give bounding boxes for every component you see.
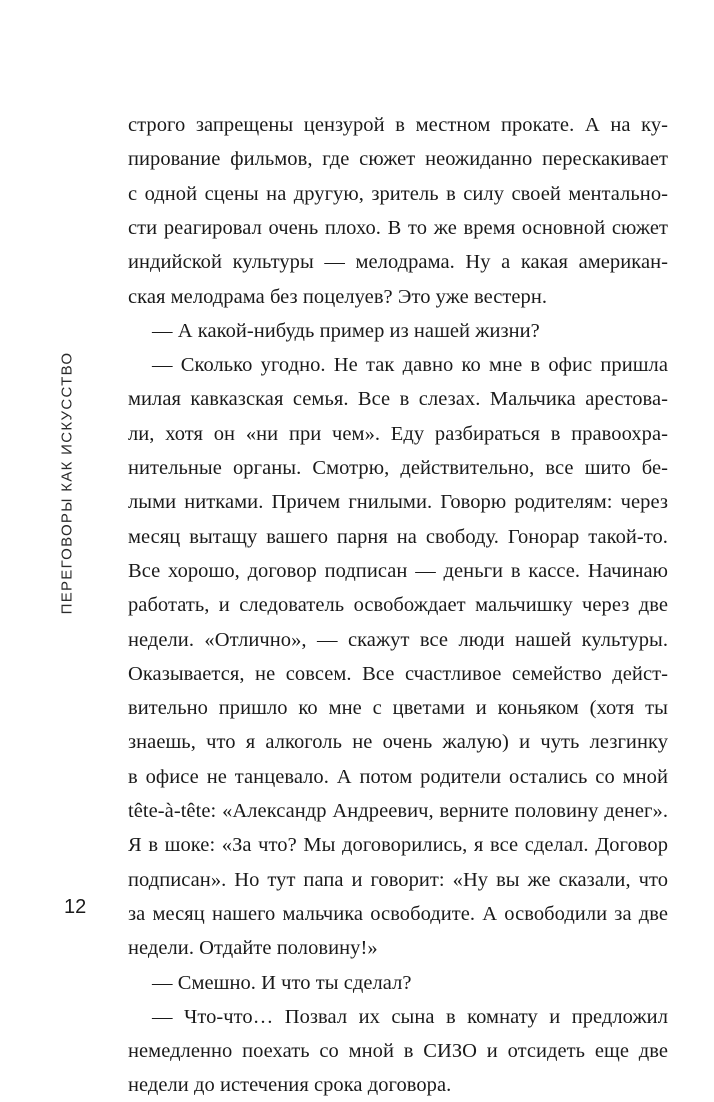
text-line: ская мелодрама без поцелуев? Это уже вестерн. [128, 285, 548, 308]
text-line: работать, и следователь освобождает мальчишку через две [128, 594, 668, 617]
text-line: милая кавказская семья. Все в слезах. Мальчика арестова- [128, 388, 668, 411]
text-line: Оказывается, не совсем. Все счастливое семейство дейст- [128, 662, 668, 685]
text-line: в офисе не танцевало. А потом родители остались со мной [128, 765, 668, 788]
text-line: индийской культуры — мелодрама. Ну а какая американ- [128, 251, 668, 274]
running-header-text: ПЕРЕГОВОРЫ КАК ИСКУССТВО [58, 351, 76, 615]
text-line: знаешь, что я алкоголь не очень жалую) и чуть лезгинку [128, 731, 668, 754]
text-line: — Сколько угодно. Не так давно ко мне в офис пришла [152, 354, 668, 377]
text-line: строго запрещены цензурой в местном прокате. А на ку- [128, 114, 668, 136]
text-line: за месяц нашего мальчика освободите. А освободили за две [128, 902, 668, 925]
text-line: пирование фильмов, где сюжет неожиданно перескакивает [128, 148, 668, 171]
text-line: Все хорошо, договор подписан — деньги в кассе. Начинаю [128, 559, 668, 582]
text-line: ли, хотя он «ни при чем». Еду разбираться в правоохра- [128, 422, 668, 445]
text-line: — А какой-нибудь пример из нашей жизни? [152, 319, 540, 342]
text-line: недели. Отдайте половину!» [128, 937, 378, 960]
text-line: сти реагировал очень плохо. В то же время основной сюжет [128, 216, 668, 239]
text-line: Я в шоке: «За что? Мы договорились, я все сделал. Договор [128, 834, 668, 857]
page-number: 12 [64, 896, 87, 918]
text-line: лыми нитками. Причем гнилыми. Говорю родителям: через [128, 491, 668, 514]
text-line: месяц вытащу вашего парня на свободу. Гонорар такой-то. [128, 525, 668, 548]
text-line: подписан». Но тут папа и говорит: «Ну вы же сказали, что [128, 868, 668, 891]
text-line: — Что-что… Позвал их сына в комнату и предложил [152, 1005, 668, 1028]
text-line: немедленно поехать со мной в СИЗО и отсидеть еще две [128, 1040, 668, 1063]
text-line: — Смешно. И что ты сделал? [152, 971, 412, 994]
text-line: нительные органы. Смотрю, действительно, все шито бе- [128, 457, 668, 479]
text-line: с одной сцены на другую, зритель в силу своей ментально- [128, 182, 668, 205]
text-line: недели. «Отлично», — скажут все люди нашей культуры. [128, 628, 668, 651]
text-line: tête-à-tête: «Александр Андреевич, верните половину денег». [128, 800, 668, 822]
text-line: недели до истечения срока договора. [128, 1074, 452, 1097]
text-line: вительно пришло ко мне с цветами и коньяком (хотя ты [128, 697, 668, 720]
